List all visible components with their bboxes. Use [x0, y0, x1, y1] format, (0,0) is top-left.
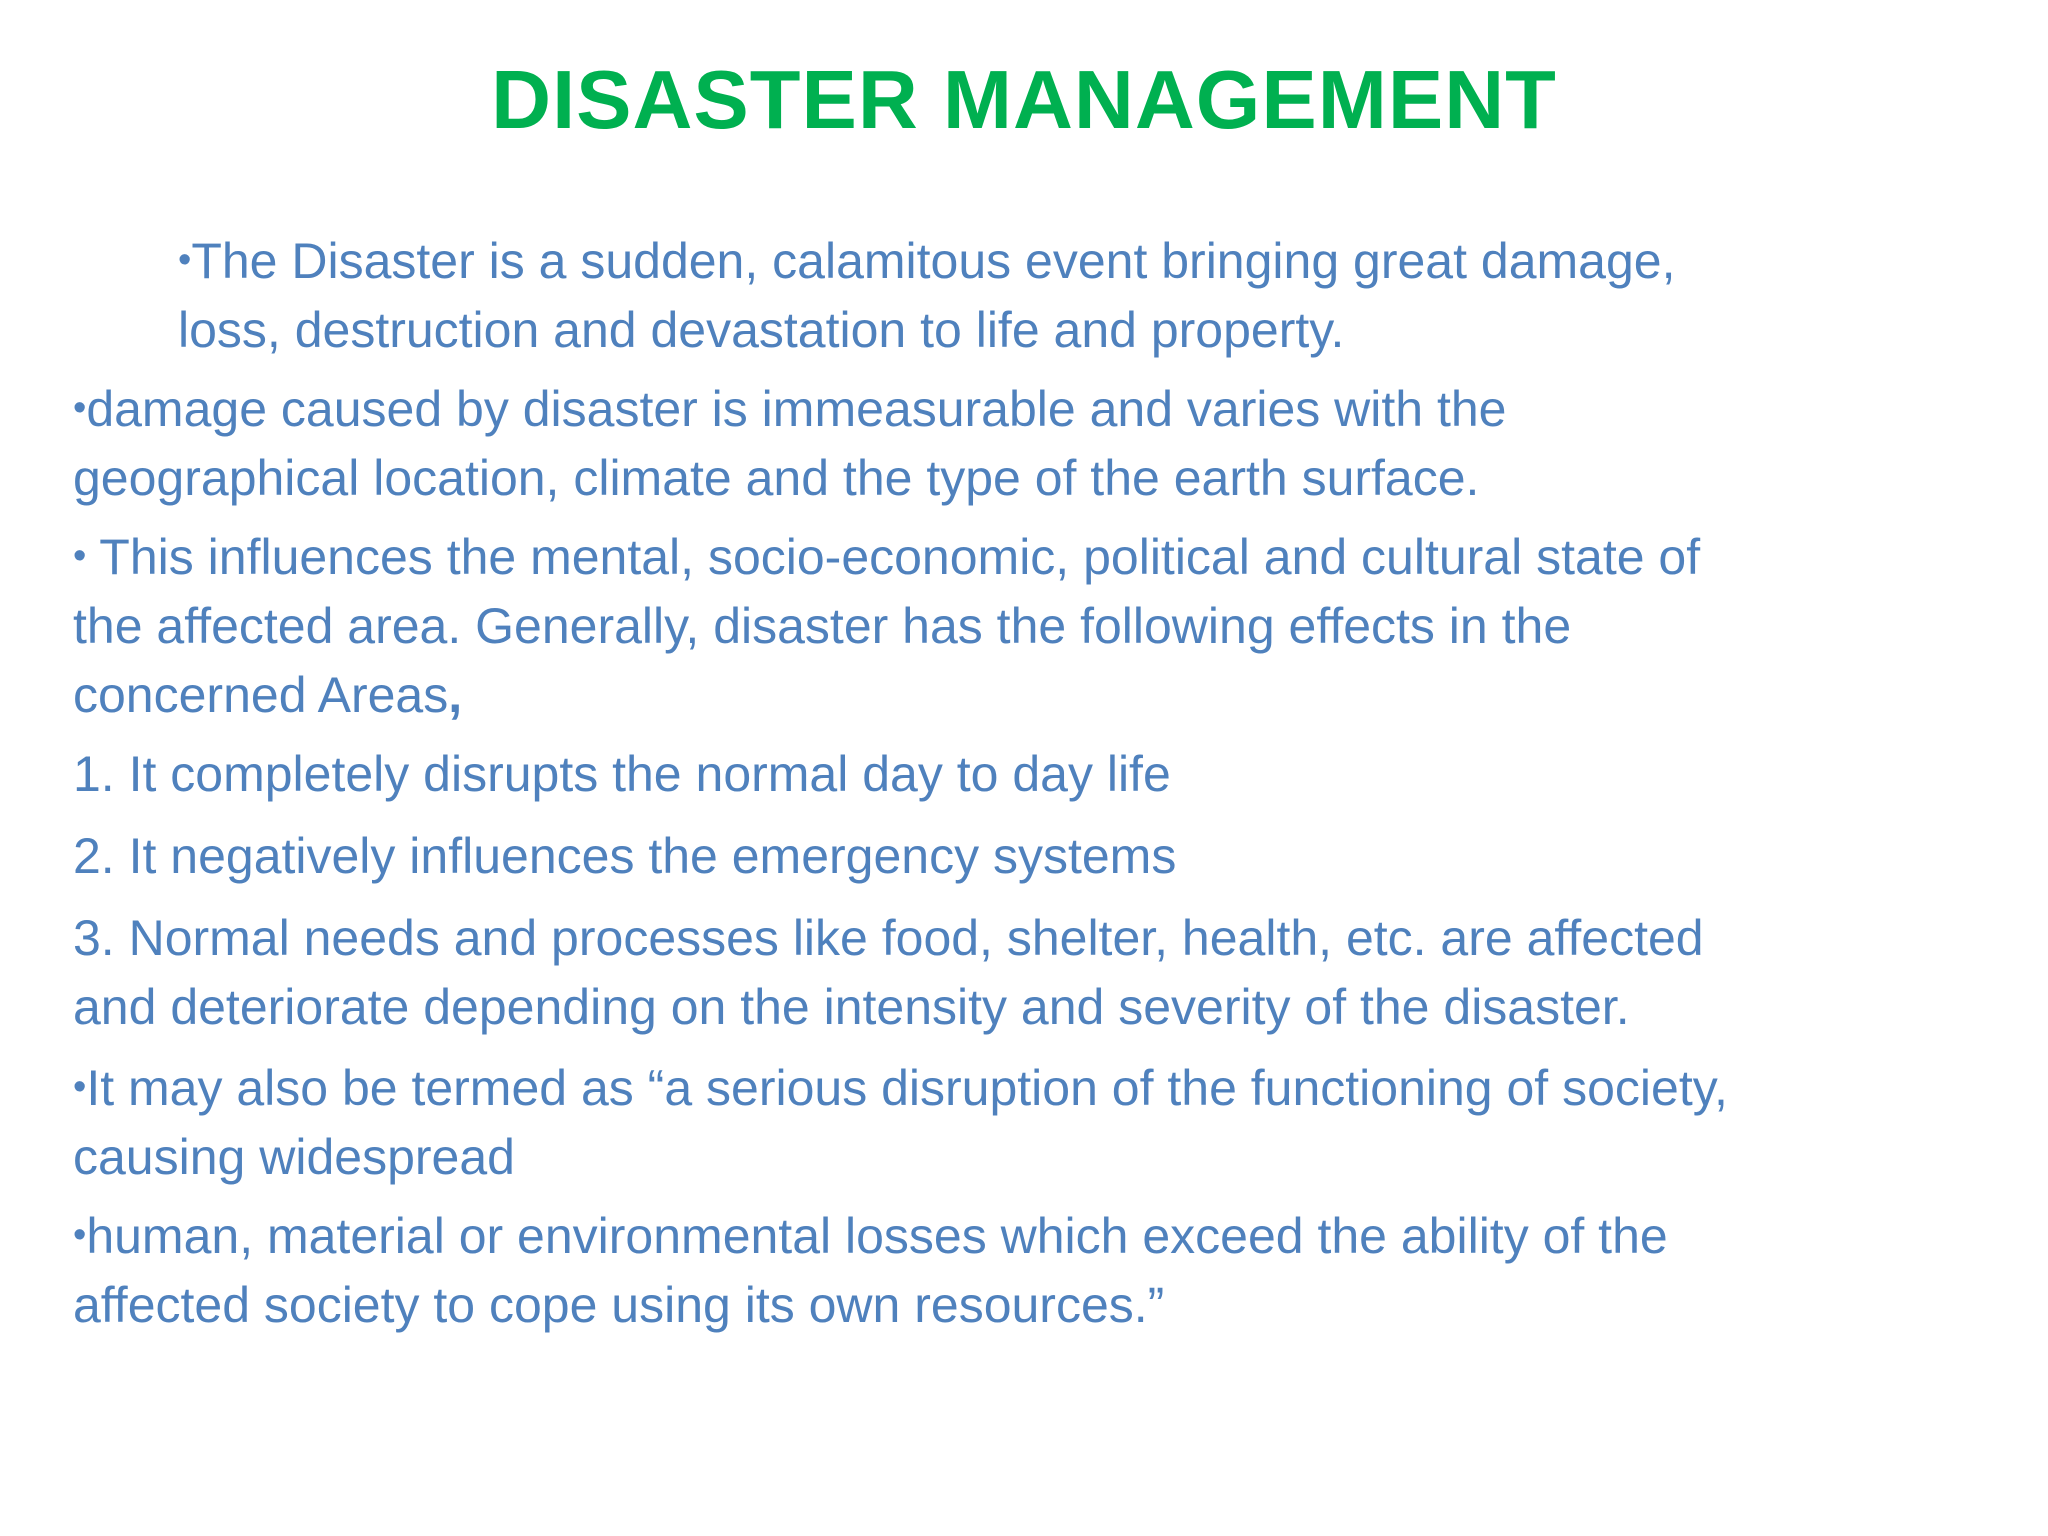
bullet-paragraph-losses [73, 1201, 2018, 1340]
paragraph-text: human, material or environmental losses which exceed the ability of the affected society to cope using its own resources.” [73, 1208, 1668, 1333]
paragraph-text: 1. It completely disrupts the normal day to day life [73, 746, 1171, 802]
paragraph-text: The Disaster is a sudden, calamitous event bringing great damage, loss, destruction and devastation to life and property. [178, 233, 1676, 358]
bullet-paragraph-damage [73, 374, 2018, 513]
bullet-icon: • [73, 1066, 87, 1108]
numbered-item-3 [73, 904, 2018, 1042]
paragraph-text: It may also be termed as “a serious disruption of the functioning of society, causing widespread [73, 1060, 1728, 1185]
bullet-icon: • [73, 1214, 87, 1256]
bullet-paragraph-influences [73, 522, 2018, 730]
bullet-icon: • [178, 239, 192, 281]
numbered-item-2 [73, 822, 2018, 891]
paragraph-text: damage caused by disaster is immeasurable and varies with the geographical location, climate and the type of the earth surface. [73, 381, 1507, 506]
bullet-paragraph-disaster-definition [178, 226, 1968, 365]
paragraph-text: 2. It negatively influences the emergency systems [73, 828, 1177, 884]
bullet-icon: • [73, 387, 87, 429]
paragraph-text: This influences the mental, socio-economic, political and cultural state of the affected area. Generally, disaster has the following effects in the concerned Areas [73, 529, 1701, 723]
bullet-paragraph-termed [73, 1053, 2018, 1192]
numbered-item-1 [73, 740, 2018, 809]
slide-title: DISASTER MANAGEMENT [491, 53, 1557, 146]
paragraph-trailing-comma: , [448, 667, 463, 723]
paragraph-text: 3. Normal needs and processes like food, shelter, health, etc. are affected and deteriorate depending on the intensity and severity of the disaster. [73, 910, 1704, 1035]
bullet-icon: • [73, 535, 87, 577]
